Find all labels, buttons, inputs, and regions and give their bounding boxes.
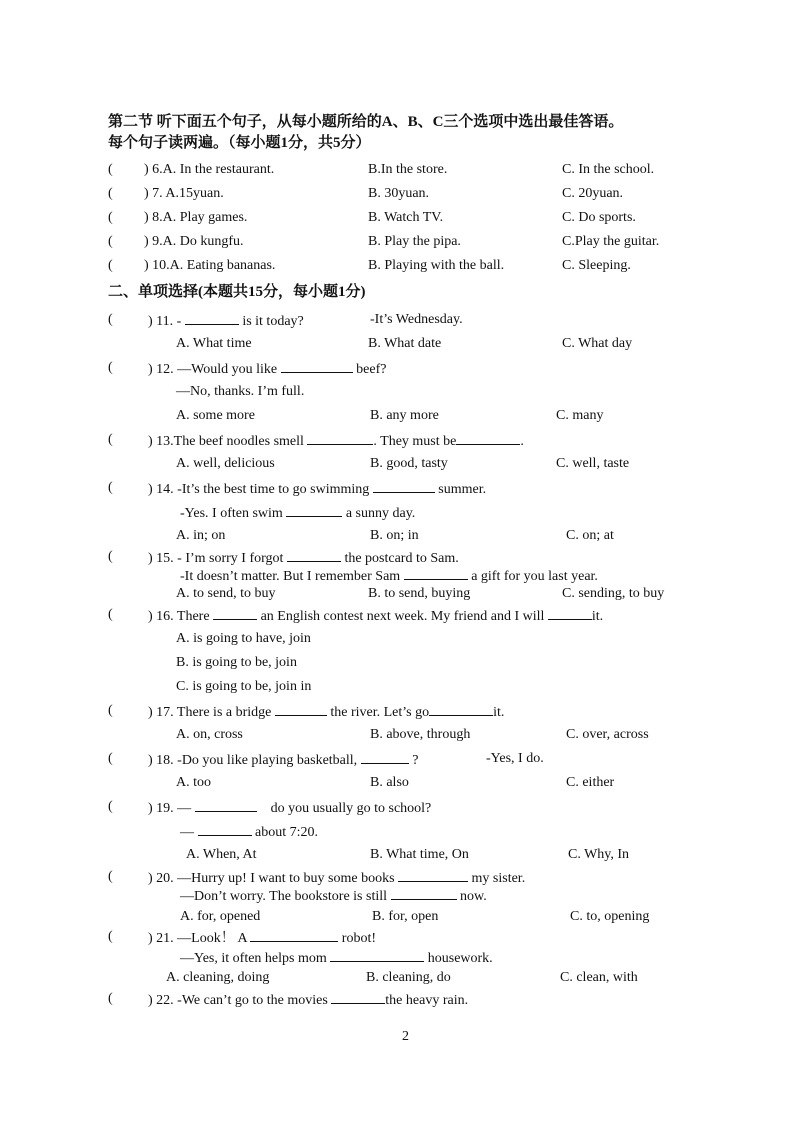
answer-paren: ( xyxy=(108,432,113,447)
q18-option-c: C. either xyxy=(566,775,615,790)
q15-line2-text-2: a gift for you last year. xyxy=(471,569,598,584)
q10-option-c: C. Sleeping. xyxy=(562,258,631,273)
q14-line2 xyxy=(180,503,415,523)
q21-line2 xyxy=(180,948,493,968)
q15-option-b: B. to send, buying xyxy=(368,586,471,601)
q14-line2-text-2: a sunny day. xyxy=(345,506,416,521)
q14-blank-2 xyxy=(286,503,342,517)
q18-reply: -Yes, I do. xyxy=(486,751,544,766)
q21-option-a: A. cleaning, doing xyxy=(166,970,270,985)
q12-text-2: beef? xyxy=(356,362,387,377)
answer-paren: ( xyxy=(108,480,113,495)
q17-text-2: the river. Let’s go xyxy=(330,705,430,720)
q22-text-2: the heavy rain. xyxy=(385,993,469,1008)
q21-line2-text-2: housework. xyxy=(427,951,493,966)
q13-text-2: . They must be xyxy=(373,434,457,449)
q15-text: ) 15. - I’m sorry I forgot xyxy=(148,551,284,566)
question-14 xyxy=(148,479,486,499)
question-18 xyxy=(148,750,418,770)
question-6: ) 6.A. In the restaurant. xyxy=(144,162,275,177)
answer-paren: ( xyxy=(108,312,113,327)
q20-line2-text: —Don’t worry. The bookstore is still xyxy=(180,889,388,904)
page-number: 2 xyxy=(402,1029,409,1044)
q14-line2-text: -Yes. I often swim xyxy=(180,506,283,521)
q11-blank xyxy=(185,311,239,325)
q14-text: ) 14. -It’s the best time to go swimming xyxy=(148,482,370,497)
q13-option-a: A. well, delicious xyxy=(176,456,275,471)
section2-heading-line2: 每个句子读两遍。（每小题1分，共5分） xyxy=(108,135,371,151)
question-13 xyxy=(148,431,524,451)
q17-option-b: B. above, through xyxy=(370,727,471,742)
q16-text: ) 16. There xyxy=(148,609,210,624)
q15-option-a: A. to send, to buy xyxy=(176,586,276,601)
q15-text-2: the postcard to Sam. xyxy=(344,551,459,566)
q11-text: ) 11. - xyxy=(148,314,182,329)
q17-text-3: it. xyxy=(493,705,505,720)
q16-blank-2 xyxy=(548,606,592,620)
q16-text-3: it. xyxy=(591,609,604,624)
question-21 xyxy=(148,928,376,948)
q17-blank-1 xyxy=(275,702,327,716)
q12-blank xyxy=(281,359,353,373)
q21-line2-text: —Yes, it often helps mom xyxy=(180,951,327,966)
answer-paren: ( xyxy=(108,929,113,944)
q15-line2-text: -It doesn’t matter. But I remember Sam xyxy=(180,569,401,584)
q19-line2-text-2: about 7:20. xyxy=(255,825,318,840)
q12-option-c: C. many xyxy=(556,408,604,423)
q20-blank-1 xyxy=(398,868,468,882)
q7-option-b: B. 30yuan. xyxy=(368,186,430,201)
q19-blank-2 xyxy=(198,822,252,836)
q21-blank-2 xyxy=(330,948,424,962)
q14-blank-1 xyxy=(373,479,435,493)
question-19 xyxy=(148,798,431,818)
q16-text-2: an English contest next week. My friend and I will xyxy=(260,609,545,624)
q8-option-b: B. Watch TV. xyxy=(368,210,444,225)
q18-option-a: A. too xyxy=(176,775,211,790)
answer-paren: ( xyxy=(108,162,113,177)
q9-option-c: C.Play the guitar. xyxy=(562,234,660,249)
q19-line2-text: — xyxy=(180,825,194,840)
q20-line2 xyxy=(180,886,487,906)
answer-paren: ( xyxy=(108,869,113,884)
q16-option-b: B. is going to be, join xyxy=(176,655,297,670)
answer-paren: ( xyxy=(108,258,113,273)
q16-option-c: C. is going to be, join in xyxy=(176,679,312,694)
q21-option-b: B. cleaning, do xyxy=(366,970,451,985)
q14-option-a: A. in; on xyxy=(176,528,226,543)
q19-text: ) 19. — xyxy=(148,801,192,816)
q20-text-2: my sister. xyxy=(471,871,526,886)
q16-option-a: A. is going to have, join xyxy=(176,631,311,646)
q20-line2-text-2: now. xyxy=(460,889,487,904)
q19-text-2: do you usually go to school? xyxy=(270,801,432,816)
q22-text: ) 22. -We can’t go to the movies xyxy=(148,993,328,1008)
q13-blank-1 xyxy=(307,431,373,445)
q14-option-c: C. on; at xyxy=(566,528,614,543)
q13-blank-2 xyxy=(456,431,520,445)
q8-option-c: C. Do sports. xyxy=(562,210,636,225)
q15-option-c: C. sending, to buy xyxy=(562,586,665,601)
q12-option-a: A. some more xyxy=(176,408,255,423)
q12-text: ) 12. —Would you like xyxy=(148,362,278,377)
q18-option-b: B. also xyxy=(370,775,409,790)
q17-option-a: A. on, cross xyxy=(176,727,243,742)
q7-option-c: C. 20yuan. xyxy=(562,186,624,201)
answer-paren: ( xyxy=(108,607,113,622)
q20-text: ) 20. —Hurry up! I want to buy some books xyxy=(148,871,395,886)
question-7: ) 7. A.15yuan. xyxy=(144,186,224,201)
question-22 xyxy=(148,990,468,1010)
q6-option-b: B.In the store. xyxy=(368,162,448,177)
q9-option-b: B. Play the pipa. xyxy=(368,234,461,249)
q11-option-c: C. What day xyxy=(562,336,633,351)
q13-text-3: . xyxy=(520,434,524,449)
answer-paren: ( xyxy=(108,210,113,225)
q18-blank xyxy=(361,750,409,764)
answer-paren: ( xyxy=(108,799,113,814)
q11-option-b: B. What date xyxy=(368,336,442,351)
answer-paren: ( xyxy=(108,751,113,766)
q19-line2 xyxy=(180,822,318,842)
answer-paren: ( xyxy=(108,234,113,249)
q21-text-2: robot! xyxy=(341,931,376,946)
answer-paren: ( xyxy=(108,186,113,201)
q10-option-b: B. Playing with the ball. xyxy=(368,258,505,273)
q21-text: ) 21. —Look！ A xyxy=(148,931,247,946)
q22-blank xyxy=(331,990,385,1004)
q21-option-c: C. clean, with xyxy=(560,970,638,985)
question-8: ) 8.A. Play games. xyxy=(144,210,248,225)
q19-option-a: A. When, At xyxy=(186,847,257,862)
question-10: ) 10.A. Eating bananas. xyxy=(144,258,276,273)
answer-paren: ( xyxy=(108,360,113,375)
q20-option-c: C. to, opening xyxy=(570,909,650,924)
q14-text-2: summer. xyxy=(438,482,487,497)
part2-heading: 二、单项选择(本题共15分，每小题1分) xyxy=(108,284,366,300)
q12-line2: —No, thanks. I’m full. xyxy=(176,384,305,399)
q20-option-b: B. for, open xyxy=(372,909,439,924)
section2-heading-line1: 第二节 听下面五个句子，从每小题所给的A、B、C三个选项中选出最佳答语。 xyxy=(108,114,624,130)
q19-option-b: B. What time, On xyxy=(370,847,469,862)
q11-option-a: A. What time xyxy=(176,336,252,351)
q18-text: ) 18. -Do you like playing basketball, xyxy=(148,753,358,768)
q17-text: ) 17. There is a bridge xyxy=(148,705,272,720)
q11-text-2: is it today? xyxy=(242,314,304,329)
q11-reply: -It’s Wednesday. xyxy=(370,312,463,327)
question-16 xyxy=(148,606,603,626)
q15-blank-1 xyxy=(287,548,341,562)
q21-blank-1 xyxy=(250,928,338,942)
answer-paren: ( xyxy=(108,549,113,564)
q18-text-2: ? xyxy=(412,753,419,768)
q15-blank-2 xyxy=(404,566,468,580)
q17-option-c: C. over, across xyxy=(566,727,649,742)
answer-paren: ( xyxy=(108,703,113,718)
answer-paren: ( xyxy=(108,991,113,1006)
q19-blank-1 xyxy=(195,798,257,812)
question-12 xyxy=(148,359,386,379)
q17-blank-2 xyxy=(429,702,493,716)
q15-line2 xyxy=(180,566,598,586)
q13-text: ) 13.The beef noodles smell xyxy=(148,434,304,449)
question-20 xyxy=(148,868,525,888)
q20-option-a: A. for, opened xyxy=(180,909,261,924)
q13-option-c: C. well, taste xyxy=(556,456,630,471)
q14-option-b: B. on; in xyxy=(370,528,419,543)
q16-blank-1 xyxy=(213,606,257,620)
q20-blank-2 xyxy=(391,886,457,900)
question-15 xyxy=(148,548,459,568)
question-17 xyxy=(148,702,504,722)
q6-option-c: C. In the school. xyxy=(562,162,655,177)
q19-option-c: C. Why, In xyxy=(568,847,630,862)
q13-option-b: B. good, tasty xyxy=(370,456,448,471)
q12-option-b: B. any more xyxy=(370,408,439,423)
question-11 xyxy=(148,311,304,331)
question-9: ) 9.A. Do kungfu. xyxy=(144,234,244,249)
